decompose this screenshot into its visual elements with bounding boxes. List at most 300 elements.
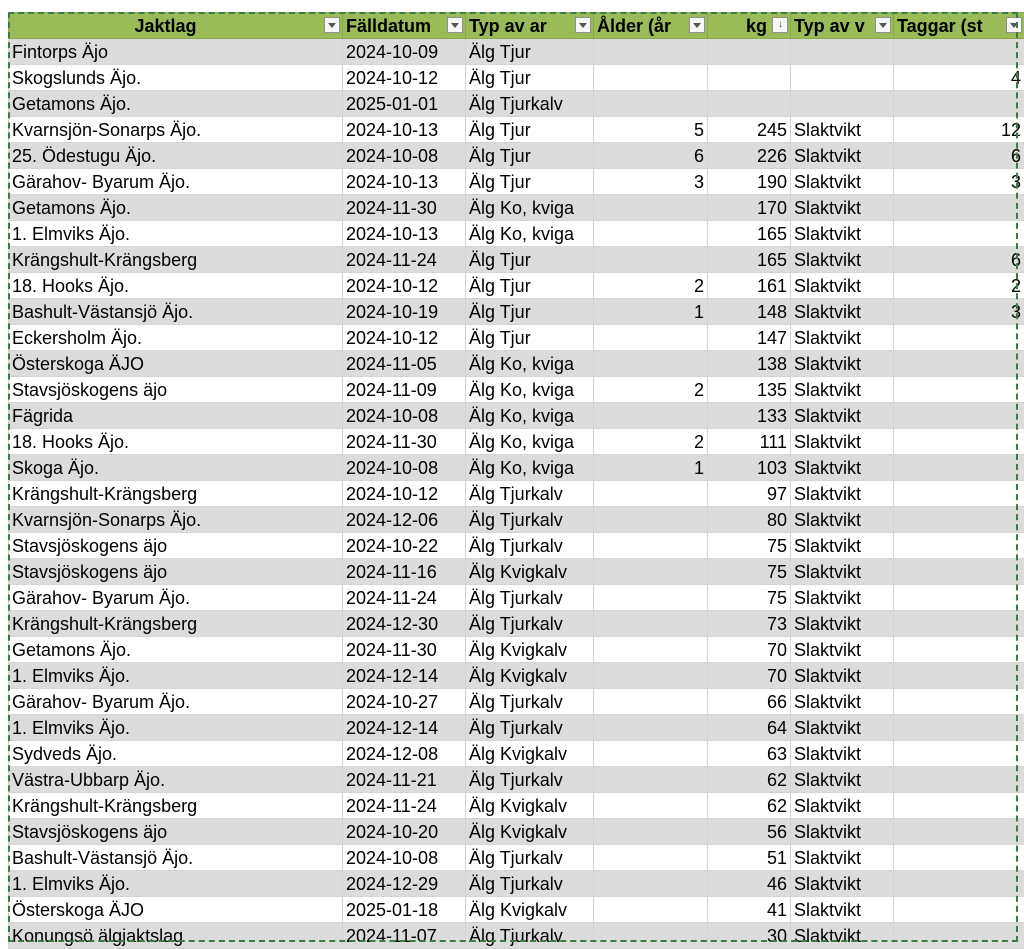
table-row	[9, 611, 1024, 637]
cell-kg[interactable]: 161	[708, 273, 791, 299]
table-row	[9, 559, 1024, 585]
cell-alder[interactable]	[594, 221, 708, 247]
cell-jaktlag[interactable]: Stavsjöskogens äjo	[9, 377, 343, 403]
cell-jaktlag[interactable]: Fintorps Äjo	[9, 39, 343, 65]
cell-falldatum[interactable]: 2024-10-09	[343, 39, 466, 65]
cell-alder[interactable]	[594, 507, 708, 533]
table-row	[9, 117, 1024, 143]
cell-typ-av-art[interactable]: Älg Tjur	[466, 143, 594, 169]
cell-jaktlag[interactable]: Skogslunds Äjo.	[9, 65, 343, 91]
header-taggar[interactable]	[894, 13, 1024, 39]
cell-taggar[interactable]	[894, 195, 1024, 221]
cell-jaktlag[interactable]: 18. Hooks Äjo.	[9, 273, 343, 299]
cell-alder[interactable]	[594, 923, 708, 949]
cell-kg[interactable]: 148	[708, 299, 791, 325]
filter-dropdown-icon[interactable]	[575, 17, 591, 33]
cell-falldatum[interactable]: 2024-11-24	[343, 247, 466, 273]
header-falldatum[interactable]	[343, 13, 466, 39]
cell-jaktlag[interactable]: Bashult-Västansjö Äjo.	[9, 299, 343, 325]
table-row	[9, 403, 1024, 429]
cell-typ-av-vikt[interactable]: Slaktvikt	[791, 637, 894, 663]
cell-falldatum[interactable]: 2024-10-12	[343, 273, 466, 299]
cell-kg[interactable]: 170	[708, 195, 791, 221]
cell-kg[interactable]: 245	[708, 117, 791, 143]
cell-falldatum[interactable]: 2024-10-12	[343, 325, 466, 351]
cell-typ-av-vikt[interactable]: Slaktvikt	[791, 325, 894, 351]
cell-typ-av-art[interactable]: Älg Tjur	[466, 117, 594, 143]
cell-typ-av-vikt[interactable]: Slaktvikt	[791, 273, 894, 299]
cell-taggar[interactable]	[894, 403, 1024, 429]
cell-typ-av-art[interactable]: Älg Tjur	[466, 247, 594, 273]
cell-taggar[interactable]	[894, 533, 1024, 559]
cell-typ-av-art[interactable]: Älg Tjurkalv	[466, 923, 594, 949]
cell-jaktlag[interactable]: Krängshult-Krängsberg	[9, 793, 343, 819]
cell-typ-av-art[interactable]: Älg Kvigkalv	[466, 741, 594, 767]
cell-kg[interactable]: 138	[708, 351, 791, 377]
cell-typ-av-art[interactable]: Älg Tjurkalv	[466, 845, 594, 871]
cell-alder[interactable]	[594, 403, 708, 429]
table-row	[9, 663, 1024, 689]
table-row	[9, 585, 1024, 611]
cell-typ-av-vikt[interactable]: Slaktvikt	[791, 819, 894, 845]
header-kg[interactable]	[708, 13, 791, 39]
sort-descending-icon[interactable]: ↓	[772, 17, 788, 33]
cell-alder[interactable]	[594, 559, 708, 585]
cell-jaktlag[interactable]: Gärahov- Byarum Äjo.	[9, 585, 343, 611]
cell-alder[interactable]: 2	[594, 377, 708, 403]
cell-falldatum[interactable]: 2024-12-30	[343, 611, 466, 637]
cell-taggar[interactable]	[894, 871, 1024, 897]
header-alder[interactable]	[594, 13, 708, 39]
cell-jaktlag[interactable]: 1. Elmviks Äjo.	[9, 715, 343, 741]
cell-alder[interactable]	[594, 247, 708, 273]
filter-dropdown-icon[interactable]	[324, 17, 340, 33]
table-row	[9, 533, 1024, 559]
cell-typ-av-art[interactable]: Älg Tjurkalv	[466, 689, 594, 715]
cell-alder[interactable]	[594, 39, 708, 65]
cell-taggar[interactable]: 6	[894, 247, 1024, 273]
cell-typ-av-art[interactable]: Älg Kvigkalv	[466, 793, 594, 819]
cell-kg[interactable]: 111	[708, 429, 791, 455]
header-typ-av-vikt-label: Typ av v	[794, 14, 890, 38]
cell-taggar[interactable]: 3	[894, 169, 1024, 195]
cell-falldatum[interactable]: 2024-11-21	[343, 767, 466, 793]
cell-taggar[interactable]	[894, 481, 1024, 507]
cell-kg[interactable]: 103	[708, 455, 791, 481]
cell-kg[interactable]: 51	[708, 845, 791, 871]
cell-jaktlag[interactable]: Getamons Äjo.	[9, 195, 343, 221]
cell-taggar[interactable]: 4	[894, 65, 1024, 91]
cell-taggar[interactable]	[894, 611, 1024, 637]
cell-jaktlag[interactable]: Sydveds Äjo.	[9, 741, 343, 767]
cell-taggar[interactable]	[894, 897, 1024, 923]
table-row	[9, 793, 1024, 819]
cell-typ-av-vikt[interactable]: Slaktvikt	[791, 923, 894, 949]
header-falldatum-label: Fälldatum	[346, 14, 462, 38]
cell-typ-av-art[interactable]: Älg Ko, kviga	[466, 377, 594, 403]
cell-jaktlag[interactable]: 1. Elmviks Äjo.	[9, 663, 343, 689]
cell-typ-av-vikt[interactable]: Slaktvikt	[791, 377, 894, 403]
cell-taggar[interactable]	[894, 91, 1024, 117]
cell-falldatum[interactable]: 2024-11-30	[343, 195, 466, 221]
cell-kg[interactable]: 41	[708, 897, 791, 923]
cell-typ-av-art[interactable]: Älg Tjurkalv	[466, 585, 594, 611]
cell-kg[interactable]: 190	[708, 169, 791, 195]
table-body	[9, 39, 1024, 949]
cell-kg[interactable]: 147	[708, 325, 791, 351]
cell-alder[interactable]: 2	[594, 273, 708, 299]
header-row	[9, 13, 1024, 39]
cell-alder[interactable]	[594, 533, 708, 559]
cell-typ-av-art[interactable]: Älg Tjur	[466, 39, 594, 65]
cell-falldatum[interactable]: 2024-12-08	[343, 741, 466, 767]
cell-taggar[interactable]	[894, 455, 1024, 481]
table-row	[9, 429, 1024, 455]
filter-dropdown-icon[interactable]	[689, 17, 705, 33]
cell-typ-av-art[interactable]: Älg Tjur	[466, 169, 594, 195]
cell-typ-av-art[interactable]: Älg Tjurkalv	[466, 481, 594, 507]
table-row	[9, 819, 1024, 845]
cell-typ-av-vikt[interactable]: Slaktvikt	[791, 585, 894, 611]
table-row	[9, 221, 1024, 247]
cell-kg[interactable]	[708, 39, 791, 65]
cell-taggar[interactable]	[894, 767, 1024, 793]
cell-alder[interactable]	[594, 689, 708, 715]
table-row	[9, 715, 1024, 741]
cell-typ-av-vikt[interactable]: Slaktvikt	[791, 559, 894, 585]
cell-falldatum[interactable]: 2024-10-13	[343, 169, 466, 195]
header-jaktlag[interactable]	[9, 13, 343, 39]
cell-falldatum[interactable]: 2024-10-13	[343, 221, 466, 247]
table-row	[9, 689, 1024, 715]
cell-typ-av-vikt[interactable]	[791, 65, 894, 91]
cell-kg[interactable]: 226	[708, 143, 791, 169]
cell-typ-av-art[interactable]: Älg Ko, kviga	[466, 455, 594, 481]
cell-taggar[interactable]	[894, 429, 1024, 455]
header-typ-av-vikt[interactable]	[791, 13, 894, 39]
cell-typ-av-vikt[interactable]: Slaktvikt	[791, 169, 894, 195]
cell-taggar[interactable]: 12	[894, 117, 1024, 143]
cell-typ-av-art[interactable]: Älg Tjur	[466, 65, 594, 91]
cell-kg[interactable]	[708, 65, 791, 91]
table-row	[9, 507, 1024, 533]
cell-typ-av-vikt[interactable]: Slaktvikt	[791, 429, 894, 455]
cell-alder[interactable]: 1	[594, 455, 708, 481]
cell-kg[interactable]: 97	[708, 481, 791, 507]
cell-kg[interactable]: 63	[708, 741, 791, 767]
cell-typ-av-vikt[interactable]: Slaktvikt	[791, 351, 894, 377]
table-row	[9, 845, 1024, 871]
cell-falldatum[interactable]: 2024-10-08	[343, 143, 466, 169]
cell-typ-av-vikt[interactable]: Slaktvikt	[791, 481, 894, 507]
table-row	[9, 741, 1024, 767]
cell-taggar[interactable]	[894, 325, 1024, 351]
cell-taggar[interactable]: 2	[894, 273, 1024, 299]
cell-jaktlag[interactable]: Eckersholm Äjo.	[9, 325, 343, 351]
header-kg-label: kg	[711, 14, 787, 38]
cell-typ-av-art[interactable]: Älg Tjurkalv	[466, 611, 594, 637]
cell-typ-av-art[interactable]: Älg Tjur	[466, 273, 594, 299]
table-row	[9, 299, 1024, 325]
cell-kg[interactable]: 30	[708, 923, 791, 949]
cell-kg[interactable]: 165	[708, 221, 791, 247]
cell-jaktlag[interactable]: Österskoga ÄJO	[9, 351, 343, 377]
cell-typ-av-vikt[interactable]: Slaktvikt	[791, 195, 894, 221]
header-typ-av-art-label: Typ av ar	[469, 14, 590, 38]
cell-taggar[interactable]	[894, 741, 1024, 767]
cell-falldatum[interactable]: 2024-10-08	[343, 403, 466, 429]
cell-typ-av-vikt[interactable]: Slaktvikt	[791, 403, 894, 429]
cell-falldatum[interactable]: 2024-10-19	[343, 299, 466, 325]
cell-typ-av-art[interactable]: Älg Tjurkalv	[466, 507, 594, 533]
cell-typ-av-vikt[interactable]: Slaktvikt	[791, 897, 894, 923]
cell-falldatum[interactable]: 2024-10-13	[343, 117, 466, 143]
cell-falldatum[interactable]: 2024-10-20	[343, 819, 466, 845]
cell-kg[interactable]: 75	[708, 533, 791, 559]
cell-alder[interactable]: 6	[594, 143, 708, 169]
cell-kg[interactable]: 64	[708, 715, 791, 741]
filter-dropdown-icon[interactable]	[875, 17, 891, 33]
cell-kg[interactable]: 75	[708, 559, 791, 585]
cell-alder[interactable]	[594, 611, 708, 637]
table-row	[9, 871, 1024, 897]
cell-kg[interactable]: 62	[708, 793, 791, 819]
cell-typ-av-vikt[interactable]: Slaktvikt	[791, 247, 894, 273]
table-row	[9, 39, 1024, 65]
cell-alder[interactable]	[594, 845, 708, 871]
table-row	[9, 767, 1024, 793]
cell-taggar[interactable]	[894, 845, 1024, 871]
cell-jaktlag[interactable]: Kvarnsjön-Sonarps Äjo.	[9, 117, 343, 143]
cell-falldatum[interactable]: 2024-10-12	[343, 481, 466, 507]
table-row	[9, 325, 1024, 351]
cell-typ-av-vikt[interactable]	[791, 91, 894, 117]
cell-alder[interactable]	[594, 585, 708, 611]
cell-alder[interactable]: 5	[594, 117, 708, 143]
cell-jaktlag[interactable]: 25. Ödestugu Äjo.	[9, 143, 343, 169]
table-row	[9, 273, 1024, 299]
cell-typ-av-art[interactable]: Älg Tjurkalv	[466, 715, 594, 741]
table-row	[9, 481, 1024, 507]
cell-typ-av-art[interactable]: Älg Kvigkalv	[466, 663, 594, 689]
cell-alder[interactable]	[594, 637, 708, 663]
cell-alder[interactable]	[594, 91, 708, 117]
cell-typ-av-vikt[interactable]: Slaktvikt	[791, 611, 894, 637]
cell-typ-av-art[interactable]: Älg Tjurkalv	[466, 91, 594, 117]
cell-kg[interactable]: 165	[708, 247, 791, 273]
table-row	[9, 351, 1024, 377]
cell-alder[interactable]	[594, 897, 708, 923]
cell-alder[interactable]: 3	[594, 169, 708, 195]
cell-falldatum[interactable]: 2024-11-30	[343, 637, 466, 663]
cell-typ-av-art[interactable]: Älg Tjurkalv	[466, 871, 594, 897]
cell-typ-av-vikt[interactable]: Slaktvikt	[791, 793, 894, 819]
cell-alder[interactable]	[594, 741, 708, 767]
cell-kg[interactable]: 56	[708, 819, 791, 845]
cell-taggar[interactable]	[894, 221, 1024, 247]
cell-typ-av-art[interactable]: Älg Ko, kviga	[466, 195, 594, 221]
cell-alder[interactable]	[594, 767, 708, 793]
cell-alder[interactable]	[594, 663, 708, 689]
cell-typ-av-art[interactable]: Älg Ko, kviga	[466, 429, 594, 455]
cell-typ-av-vikt[interactable]: Slaktvikt	[791, 117, 894, 143]
cell-falldatum[interactable]: 2024-12-06	[343, 507, 466, 533]
cell-falldatum[interactable]: 2024-10-27	[343, 689, 466, 715]
table-row	[9, 455, 1024, 481]
cell-taggar[interactable]	[894, 351, 1024, 377]
cell-taggar[interactable]	[894, 39, 1024, 65]
cell-jaktlag[interactable]: Gärahov- Byarum Äjo.	[9, 169, 343, 195]
cell-taggar[interactable]	[894, 689, 1024, 715]
cell-jaktlag[interactable]: Skoga Äjo.	[9, 455, 343, 481]
cell-falldatum[interactable]: 2024-11-24	[343, 793, 466, 819]
cell-kg[interactable]: 133	[708, 403, 791, 429]
cell-falldatum[interactable]: 2024-12-29	[343, 871, 466, 897]
cell-taggar[interactable]	[894, 923, 1024, 949]
cell-alder[interactable]: 1	[594, 299, 708, 325]
cell-jaktlag[interactable]: Getamons Äjo.	[9, 637, 343, 663]
cell-typ-av-art[interactable]: Älg Tjur	[466, 325, 594, 351]
filter-dropdown-icon[interactable]	[1006, 17, 1022, 33]
cell-jaktlag[interactable]: Stavsjöskogens äjo	[9, 533, 343, 559]
cell-typ-av-art[interactable]: Älg Tjurkalv	[466, 767, 594, 793]
cell-alder[interactable]	[594, 351, 708, 377]
table-row	[9, 91, 1024, 117]
cell-typ-av-vikt[interactable]	[791, 39, 894, 65]
cell-jaktlag[interactable]: 1. Elmviks Äjo.	[9, 871, 343, 897]
cell-typ-av-vikt[interactable]: Slaktvikt	[791, 533, 894, 559]
cell-taggar[interactable]	[894, 559, 1024, 585]
cell-typ-av-art[interactable]: Älg Ko, kviga	[466, 403, 594, 429]
cell-falldatum[interactable]: 2024-11-09	[343, 377, 466, 403]
cell-jaktlag[interactable]: Getamons Äjo.	[9, 91, 343, 117]
cell-falldatum[interactable]: 2024-11-05	[343, 351, 466, 377]
cell-typ-av-art[interactable]: Älg Ko, kviga	[466, 221, 594, 247]
cell-falldatum[interactable]: 2024-12-14	[343, 715, 466, 741]
cell-taggar[interactable]	[894, 793, 1024, 819]
cell-alder[interactable]	[594, 871, 708, 897]
spreadsheet-table	[8, 12, 1024, 949]
table-row	[9, 169, 1024, 195]
cell-kg[interactable]: 73	[708, 611, 791, 637]
cell-jaktlag[interactable]: Krängshult-Krängsberg	[9, 611, 343, 637]
cell-typ-av-art[interactable]: Älg Kvigkalv	[466, 559, 594, 585]
cell-kg[interactable]: 70	[708, 663, 791, 689]
table-row	[9, 897, 1024, 923]
cell-taggar[interactable]	[894, 663, 1024, 689]
cell-typ-av-art[interactable]: Älg Tjur	[466, 299, 594, 325]
table-row	[9, 377, 1024, 403]
cell-jaktlag[interactable]: Krängshult-Krängsberg	[9, 247, 343, 273]
cell-jaktlag[interactable]: 18. Hooks Äjo.	[9, 429, 343, 455]
cell-alder[interactable]	[594, 195, 708, 221]
cell-typ-av-vikt[interactable]: Slaktvikt	[791, 663, 894, 689]
cell-jaktlag[interactable]: Kvarnsjön-Sonarps Äjo.	[9, 507, 343, 533]
header-typ-av-art[interactable]	[466, 13, 594, 39]
table-row	[9, 637, 1024, 663]
cell-falldatum[interactable]: 2024-10-08	[343, 845, 466, 871]
cell-jaktlag[interactable]: Fägrida	[9, 403, 343, 429]
cell-taggar[interactable]: 6	[894, 143, 1024, 169]
cell-taggar[interactable]	[894, 507, 1024, 533]
cell-taggar[interactable]	[894, 637, 1024, 663]
cell-typ-av-vikt[interactable]: Slaktvikt	[791, 507, 894, 533]
cell-typ-av-art[interactable]: Älg Kvigkalv	[466, 897, 594, 923]
cell-typ-av-vikt[interactable]: Slaktvikt	[791, 143, 894, 169]
cell-typ-av-art[interactable]: Älg Kvigkalv	[466, 819, 594, 845]
cell-typ-av-vikt[interactable]: Slaktvikt	[791, 455, 894, 481]
table-row	[9, 65, 1024, 91]
cell-kg[interactable]: 75	[708, 585, 791, 611]
cell-kg[interactable]: 70	[708, 637, 791, 663]
cell-falldatum[interactable]: 2024-10-12	[343, 65, 466, 91]
cell-kg[interactable]: 46	[708, 871, 791, 897]
cell-kg[interactable]: 80	[708, 507, 791, 533]
cell-falldatum[interactable]: 2024-11-30	[343, 429, 466, 455]
cell-alder[interactable]	[594, 793, 708, 819]
table-row	[9, 247, 1024, 273]
cell-jaktlag[interactable]: Österskoga ÄJO	[9, 897, 343, 923]
cell-alder[interactable]	[594, 481, 708, 507]
cell-alder[interactable]	[594, 325, 708, 351]
cell-typ-av-vikt[interactable]: Slaktvikt	[791, 767, 894, 793]
cell-taggar[interactable]	[894, 715, 1024, 741]
cell-typ-av-vikt[interactable]: Slaktvikt	[791, 741, 894, 767]
cell-kg[interactable]	[708, 91, 791, 117]
cell-taggar[interactable]	[894, 819, 1024, 845]
cell-alder[interactable]: 2	[594, 429, 708, 455]
cell-kg[interactable]: 135	[708, 377, 791, 403]
cell-typ-av-vikt[interactable]: Slaktvikt	[791, 221, 894, 247]
cell-jaktlag[interactable]: Stavsjöskogens äjo	[9, 559, 343, 585]
cell-jaktlag[interactable]: 1. Elmviks Äjo.	[9, 221, 343, 247]
cell-taggar[interactable]	[894, 377, 1024, 403]
cell-typ-av-vikt[interactable]: Slaktvikt	[791, 715, 894, 741]
cell-typ-av-art[interactable]: Älg Kvigkalv	[466, 637, 594, 663]
cell-taggar[interactable]: 3	[894, 299, 1024, 325]
cell-alder[interactable]	[594, 819, 708, 845]
cell-falldatum[interactable]: 2024-11-07	[343, 923, 466, 949]
cell-jaktlag[interactable]: Västra-Ubbarp Äjo.	[9, 767, 343, 793]
cell-alder[interactable]	[594, 715, 708, 741]
cell-kg[interactable]: 66	[708, 689, 791, 715]
cell-kg[interactable]: 62	[708, 767, 791, 793]
cell-falldatum[interactable]: 2024-11-24	[343, 585, 466, 611]
filter-dropdown-icon[interactable]	[447, 17, 463, 33]
cell-jaktlag[interactable]: Gärahov- Byarum Äjo.	[9, 689, 343, 715]
table-row	[9, 923, 1024, 949]
cell-typ-av-vikt[interactable]: Slaktvikt	[791, 689, 894, 715]
cell-falldatum[interactable]: 2024-11-16	[343, 559, 466, 585]
cell-typ-av-art[interactable]: Älg Ko, kviga	[466, 351, 594, 377]
cell-jaktlag[interactable]: Stavsjöskogens äjo	[9, 819, 343, 845]
cell-jaktlag[interactable]: Bashult-Västansjö Äjo.	[9, 845, 343, 871]
cell-jaktlag[interactable]: Konungsö älgjaktslag	[9, 923, 343, 949]
cell-falldatum[interactable]: 2025-01-18	[343, 897, 466, 923]
cell-typ-av-vikt[interactable]: Slaktvikt	[791, 845, 894, 871]
cell-falldatum[interactable]: 2024-12-14	[343, 663, 466, 689]
header-alder-label: Ålder (år	[597, 14, 704, 38]
cell-alder[interactable]	[594, 65, 708, 91]
cell-taggar[interactable]	[894, 585, 1024, 611]
cell-typ-av-art[interactable]: Älg Tjurkalv	[466, 533, 594, 559]
cell-falldatum[interactable]: 2025-01-01	[343, 91, 466, 117]
cell-falldatum[interactable]: 2024-10-22	[343, 533, 466, 559]
cell-jaktlag[interactable]: Krängshult-Krängsberg	[9, 481, 343, 507]
cell-typ-av-vikt[interactable]: Slaktvikt	[791, 871, 894, 897]
cell-falldatum[interactable]: 2024-10-08	[343, 455, 466, 481]
cell-typ-av-vikt[interactable]: Slaktvikt	[791, 299, 894, 325]
